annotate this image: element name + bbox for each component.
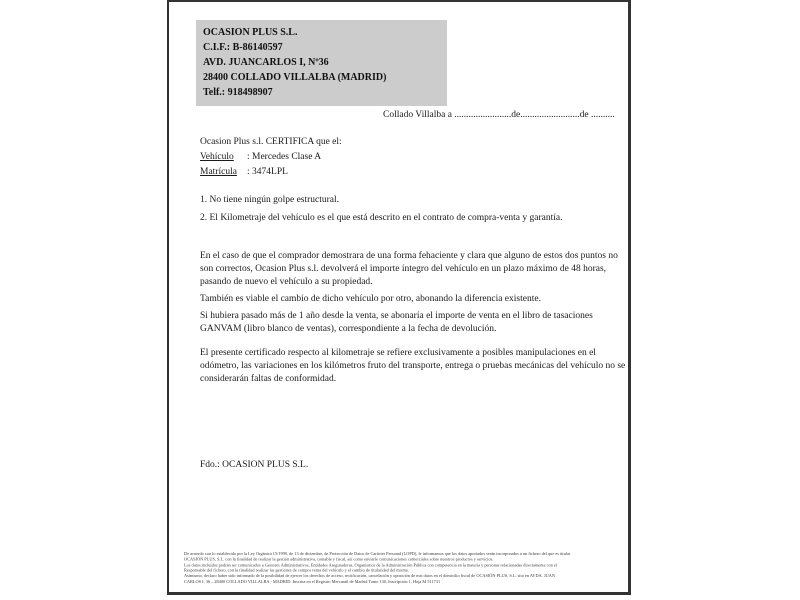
plate-label: Matrícula	[200, 167, 237, 177]
vehicle-separator: :	[247, 152, 253, 162]
plate-field	[200, 165, 342, 180]
company-cif: C.I.F.: B-86140597	[203, 42, 283, 53]
company-phone: Telf.: 918498907	[203, 87, 273, 98]
paragraph-ganvam-valuation: Si hubiera pasado más de 1 año desde la venta, se abonaría el importe de venta en el libro de tasaciones GANVAM (libro blanco de ventas), correspondiente a la fecha de devolución.	[200, 311, 593, 334]
plate-separator: :	[247, 167, 253, 177]
document-page	[167, 0, 631, 595]
fine-print-line: De acuerdo con lo establecido por la Ley Orgánica 15/1999, de 13 de diciembre, de Protección de Datos de Carácter Personal (LOPD), le informamos que los datos aportados serán incorporados a un fichero del que es titular	[184, 552, 571, 557]
vehicle-label: Vehículo	[200, 152, 234, 162]
fine-print-line: Responsable del fichero, con la finalidad realizar las gestiones de compra venta del vehículo y el cambio de titularidad del mismo.	[184, 568, 410, 574]
fine-print-line: Asimismo, declaro haber sido informado de la posibilidad de ejercer los derechos de acceso, rectificación, cancelación y oposición de mis datos en el domicilio fiscal de OCASIÓN PLUS, S.L. sito en AVDA. JUAN	[184, 574, 555, 579]
company-header-block	[196, 20, 447, 106]
paragraph-exchange-option: También es viable el cambio de dicho vehículo por otro, abonando la diferencia existente.	[200, 294, 541, 304]
vehicle-field	[200, 150, 342, 165]
fine-print-line: CARLOS I, 36 – 28400 COLLADO VILLALBA - MADRID. Inscrita en el Registro Mercantil de Madrid Tomo 130, Inscripción 1, Hoja M 511731	[184, 580, 441, 585]
vehicle-value: Mercedes Clase A	[252, 152, 322, 162]
paragraph-refund-terms: En el caso de que el comprador demostrara de una forma fehaciente y clara que alguno de estos dos puntos no son correctos, Ocasion Plus s.l. devolverá el importe íntegro del vehículo en un plazo máximo de 48 horas, pasando de nuevo el vehículo a su propiedad.	[200, 251, 618, 287]
paragraph-odometer-disclaimer: El presente certificado respecto al kilometraje se refiere exclusivamente a posibles manipulaciones en el odómetro, las variaciones en los kilómetros fruto del transporte, entrega o pruebas mecánicas del vehículo no se considerarán faltas de conformidad.	[200, 348, 626, 384]
date-fill-in-line: Collado Villalba a ........................de.........................de ..........	[383, 110, 615, 120]
signature-line: Fdo.: OCASION PLUS S.L.	[200, 460, 309, 470]
plate-value: 3474LPL	[252, 167, 288, 177]
company-name: OCASION PLUS S.L.	[203, 27, 298, 38]
condition-item-1: 1. No tiene ningún golpe estructural.	[200, 195, 340, 205]
fine-print-line: OCASIÓN PLUS, S.L. con la finalidad de realizar la gestión administrativa, contable y fiscal, así como enviarle comunicaciones comerciales sobre nuestros productos y servicios.	[184, 557, 494, 562]
company-city: 28400 COLLADO VILLALBA (MADRID)	[203, 72, 387, 83]
fine-print-line: Los datos incluidos podrán ser comunicados a Gestores Administrativos, Entidades Aseguradoras, Organismos de la Administración Pública con competencia en la materia y personas relacionadas directamente con el	[184, 563, 558, 568]
condition-item-2: 2. El Kilometraje del vehículo es el que está descrito en el contrato de compra-venta y garantía.	[200, 213, 563, 223]
legal-fine-print	[184, 552, 629, 586]
company-address: AVD. JUANCARLOS I, Nº36	[203, 57, 329, 68]
certify-statement: Ocasion Plus s.l. CERTIFICA que el:	[200, 137, 342, 147]
certification-block	[200, 135, 342, 180]
